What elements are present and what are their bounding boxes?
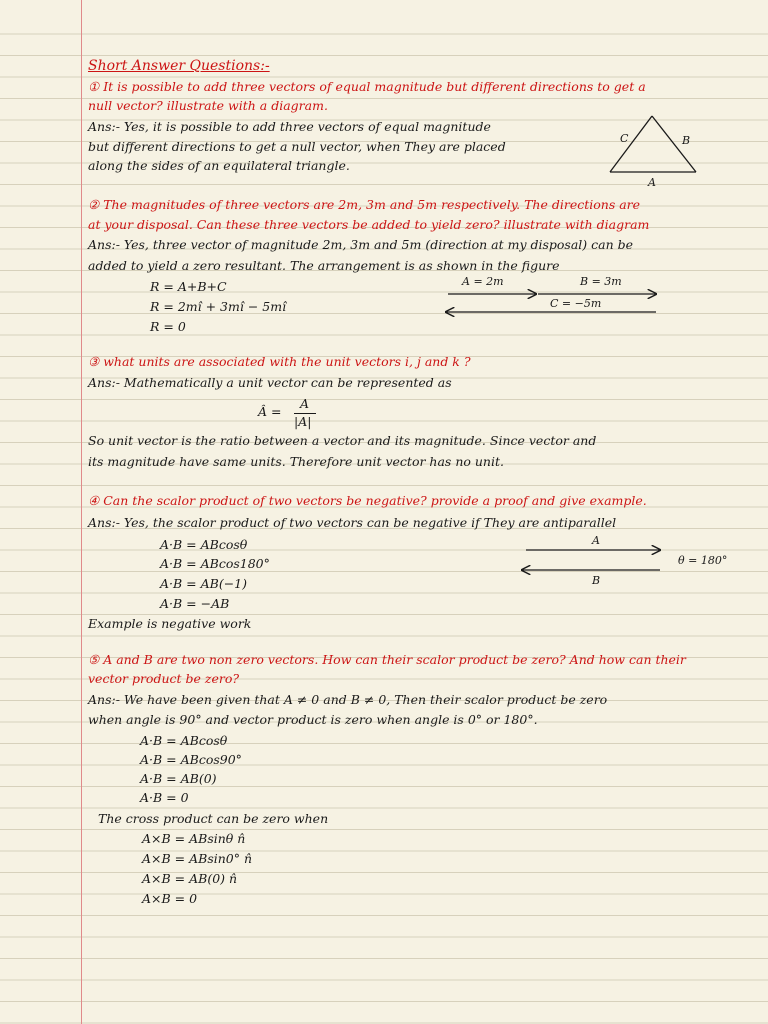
- q4-example: Example is negative work: [88, 616, 252, 631]
- formula-denominator: |A|: [294, 414, 312, 429]
- q1-answer-line1: Ans:- Yes, it is possible to add three vectors of equal magnitude: [88, 119, 491, 134]
- q4-equation-2: A·B = ABcos180°: [160, 556, 270, 571]
- q1-label-a: A: [648, 176, 656, 189]
- q5-cross-equation-3: A×B = AB(0) n̂: [142, 871, 238, 886]
- q3-number: ③: [88, 354, 100, 369]
- page-heading: Short Answer Questions:-: [88, 58, 270, 74]
- q5-cross-intro: The cross product can be zero when: [98, 811, 329, 826]
- q4-label-a: A: [592, 534, 600, 547]
- q4-label-b: B: [592, 574, 601, 587]
- q1-label-c: C: [620, 132, 629, 145]
- q5-cross-equation-1: A×B = ABsinθ n̂: [142, 831, 246, 846]
- q2-equation-1: R = A+B+C: [150, 279, 227, 294]
- q1-number: ①: [88, 79, 100, 94]
- q5-question-line2: vector product be zero?: [88, 671, 240, 686]
- q4-label-theta: θ = 180°: [678, 554, 728, 567]
- q2-label-b: B = 3m: [580, 275, 622, 288]
- q1-question-line2: null vector? illustrate with a diagram.: [88, 98, 328, 113]
- q5-dot-equation-4: A·B = 0: [140, 790, 189, 805]
- q4-equation-4: A·B = −AB: [160, 596, 230, 611]
- formula-lhs: Â =: [258, 404, 282, 419]
- q2-answer-line1: Ans:- Yes, three vector of magnitude 2m, 3m and 5m (direction at my disposal) can be: [88, 237, 634, 252]
- q3-answer-line2: So unit vector is the ratio between a vector and its magnitude. Since vector and: [88, 433, 597, 448]
- q2-question-line2: at your disposal. Can these three vectors be added to yield zero? illustrate with diagram: [88, 217, 650, 232]
- q2-answer-line2: added to yield a zero resultant. The arrangement is as shown in the figure: [88, 258, 560, 273]
- q2-number: ②: [88, 197, 100, 212]
- q2-equation-2: R = 2mî + 3mî − 5mî: [150, 299, 287, 314]
- q2-vector-diagram: [440, 272, 670, 322]
- margin-line: [81, 0, 82, 1024]
- q4-question: ④ Can the scalor product of two vectors be negative? provide a proof and give example.: [88, 493, 647, 508]
- q2-label-a: A = 2m: [462, 275, 504, 288]
- q1-label-b: B: [682, 134, 691, 147]
- q4-antiparallel-diagram: [520, 532, 750, 587]
- q5-answer-line1: Ans:- We have been given that A ≠ 0 and B ≠ 0, Then their scalor product be zero: [88, 692, 608, 707]
- q5-dot-equation-3: A·B = AB(0): [140, 771, 217, 786]
- q2-equation-3: R = 0: [150, 319, 186, 334]
- q3-answer-line3: its magnitude have same units. Therefore unit vector has no unit.: [88, 454, 504, 469]
- q1-answer-line3: along the sides of an equilateral triangle.: [88, 158, 350, 173]
- q4-answer-line1: Ans:- Yes, the scalor product of two vectors can be negative if They are antiparallel: [88, 515, 617, 530]
- q4-number: ④: [88, 493, 100, 508]
- q1-triangle-diagram: [600, 110, 740, 190]
- q3-question: ③ what units are associated with the unit vectors i, j and k ?: [88, 354, 471, 369]
- q5-dot-equation-1: A·B = ABcosθ: [140, 733, 228, 748]
- unit-vector-formula: [258, 396, 328, 436]
- q3-answer-line1: Ans:- Mathematically a unit vector can be represented as: [88, 375, 452, 390]
- q2-label-c: C = −5m: [550, 297, 602, 310]
- q4-equation-3: A·B = AB(−1): [160, 576, 247, 591]
- q1-answer-line2: but different directions to get a null vector, when They are placed: [88, 139, 506, 154]
- q5-cross-equation-2: A×B = ABsin0° n̂: [142, 851, 253, 866]
- q4-equation-1: A·B = ABcosθ: [160, 537, 248, 552]
- q2-question-line1: ② The magnitudes of three vectors are 2m, 3m and 5m respectively. The directions are: [88, 197, 641, 212]
- formula-numerator: A: [300, 396, 310, 411]
- q5-answer-line2: when angle is 90° and vector product is zero when angle is 0° or 180°.: [88, 712, 538, 727]
- q5-question-line1: ⑤ A and B are two non zero vectors. How can their scalor product be zero? And how can their: [88, 652, 686, 667]
- q5-number: ⑤: [88, 652, 100, 667]
- q1-question-line1: ① It is possible to add three vectors of equal magnitude but different directions to get a: [88, 79, 646, 94]
- q5-cross-equation-4: A×B = 0: [142, 891, 198, 906]
- q5-dot-equation-2: A·B = ABcos90°: [140, 752, 242, 767]
